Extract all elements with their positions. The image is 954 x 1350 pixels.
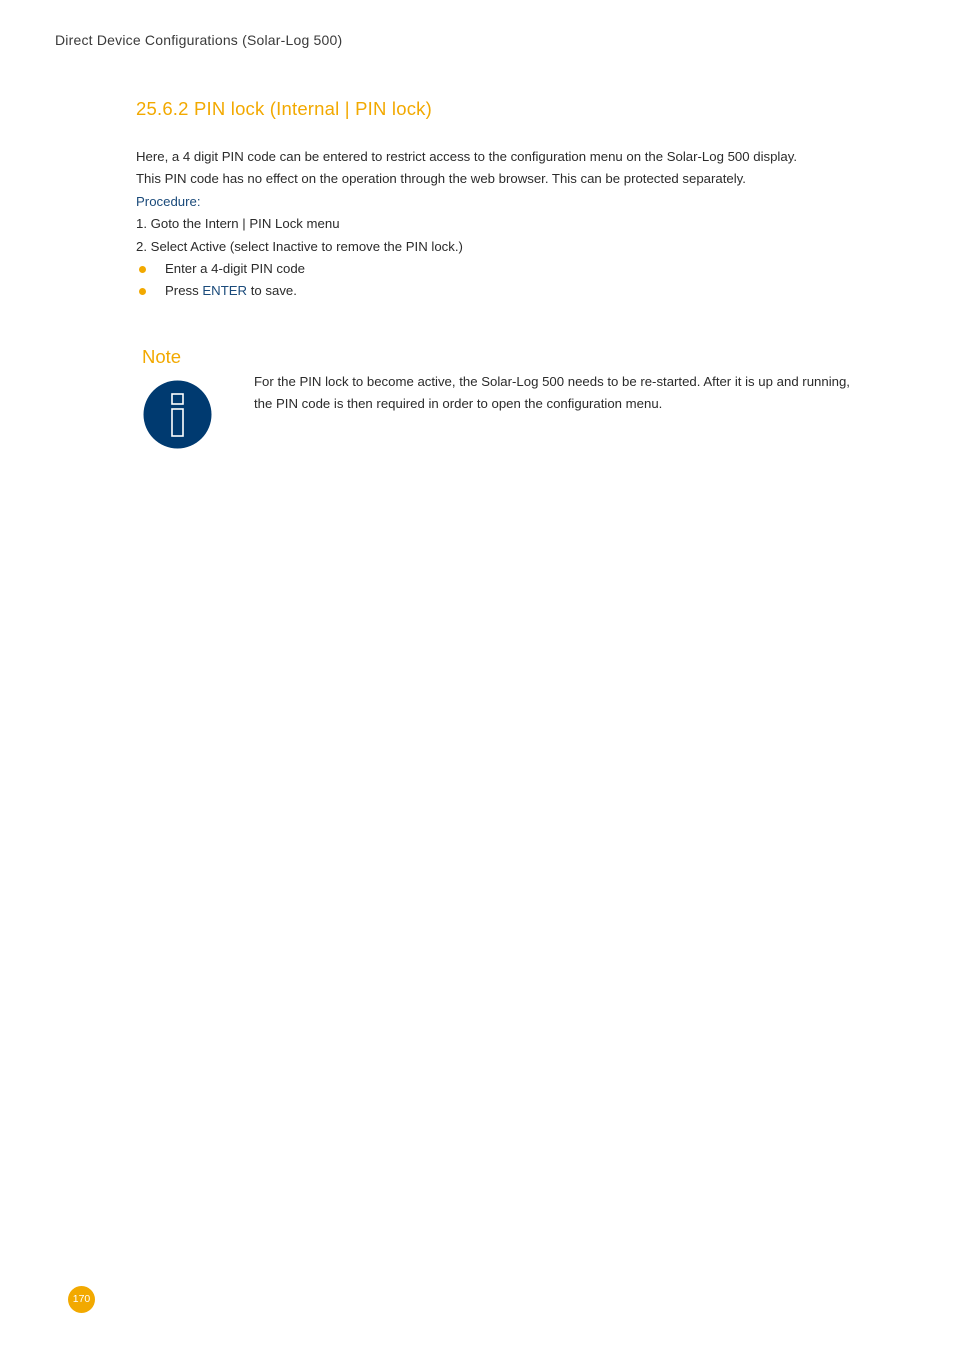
enter-key-label: ENTER	[202, 283, 248, 299]
section-title: 25.6.2 PIN lock (Internal | PIN lock)	[136, 98, 432, 119]
list-item-suffix: to save.	[247, 283, 297, 299]
list-item-text: Enter a 4-digit PIN code	[165, 261, 306, 277]
info-icon	[143, 380, 212, 449]
bullet-icon	[139, 266, 146, 273]
browser-note-paragraph: This PIN code has no effect on the operation through the web browser. This can be protected separately.	[136, 171, 746, 187]
note-text: For the PIN lock to become active, the Solar-Log 500 needs to be re-started. After it is up and running, the PIN code is then required in order to open the configuration menu.	[254, 374, 850, 412]
bullet-list	[136, 258, 866, 303]
procedure-step: 2. Select Active (select Inactive to remove the PIN lock.)	[136, 238, 463, 254]
running-header: Direct Device Configurations (Solar-Log 500)	[55, 32, 343, 48]
list-item	[136, 280, 866, 302]
section-body	[136, 146, 866, 303]
bullet-icon	[139, 288, 146, 295]
list-item-prefix: Press	[165, 283, 203, 299]
procedure-label: Procedure:	[136, 193, 201, 209]
page-number-badge: 170	[68, 1286, 95, 1313]
note-heading: Note	[142, 346, 182, 367]
list-item	[136, 258, 866, 280]
procedure-step: 1. Goto the Intern | PIN Lock menu	[136, 216, 340, 232]
intro-paragraph: Here, a 4 digit PIN code can be entered to restrict access to the configuration menu on the Solar-Log 500 display.	[136, 149, 797, 164]
